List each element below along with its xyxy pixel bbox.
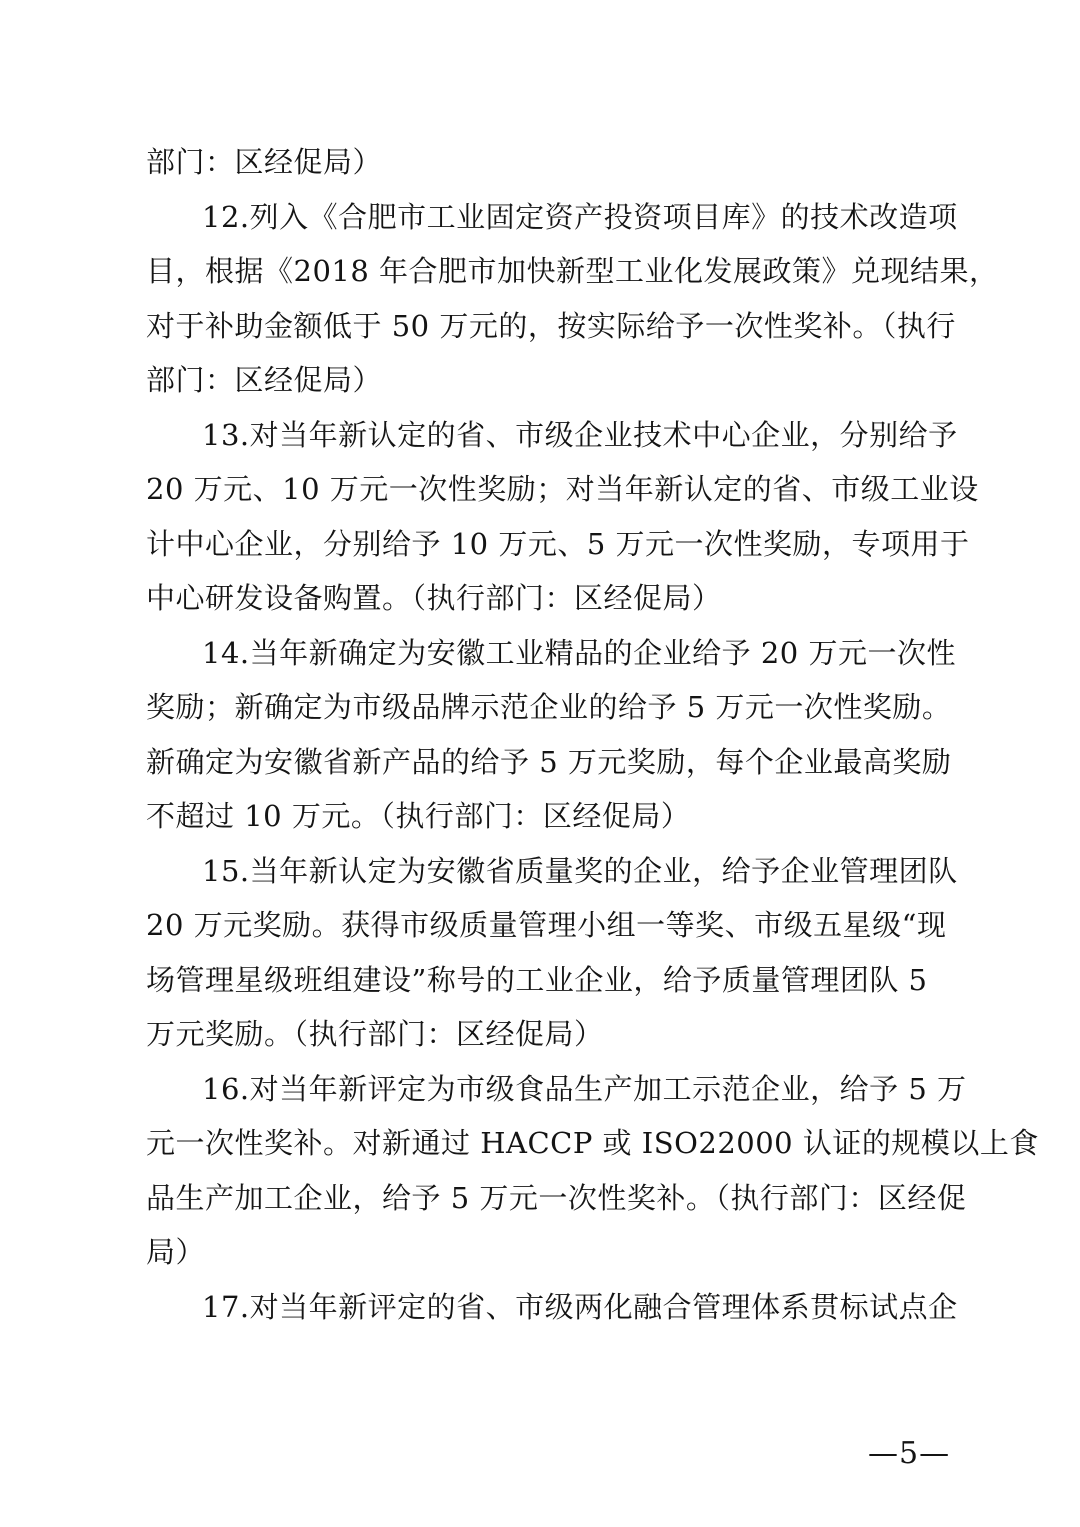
text-line: 局）	[146, 1235, 206, 1269]
text-line: 场管理星级班组建设”称号的工业企业，给予质量管理团队 5	[146, 962, 928, 997]
text-line: 品生产加工企业，给予 5 万元一次性奖补。（执行部门：区经促	[146, 1180, 967, 1215]
text-line: 20 万元、10 万元一次性奖励；对当年新认定的省、市级工业设	[146, 472, 979, 506]
item-16-line: 16.对当年新评定为市级食品生产加工示范企业，给予 5 万	[202, 1071, 967, 1106]
text-line: 部门：区经促局）	[146, 363, 383, 397]
item-17-line: 17.对当年新评定的省、市级两化融合管理体系贯标试点企	[202, 1289, 958, 1324]
text-line: 计中心企业，分别给予 10 万元、5 万元一次性奖励，专项用于	[146, 526, 970, 561]
text-line: 新确定为安徽省新产品的给予 5 万元奖励，每个企业最高奖励	[146, 744, 952, 779]
text-line: 对于补助金额低于 50 万元的，按实际给予一次性奖补。（执行	[146, 308, 956, 343]
text-line: 中心研发设备购置。（执行部门：区经促局）	[146, 581, 722, 615]
item-12-line: 12.列入《合肥市工业固定资产投资项目库》的技术改造项	[202, 199, 958, 234]
text-line: 万元奖励。（执行部门：区经促局）	[146, 1017, 604, 1051]
text-line: 部门：区经促局）	[146, 145, 383, 179]
document-body	[146, 135, 1039, 1334]
text-line: 不超过 10 万元。（执行部门：区经促局）	[146, 799, 691, 833]
text-line: 目，根据《2018 年合肥市加快新型工业化发展政策》兑现结果，	[146, 254, 999, 288]
text-line: 奖励；新确定为市级品牌示范企业的给予 5 万元一次性奖励。	[146, 690, 952, 724]
item-14-line: 14.当年新确定为安徽工业精品的企业给予 20 万元一次性	[202, 635, 956, 670]
item-15-line: 15.当年新认定为安徽省质量奖的企业，给予企业管理团队	[202, 853, 958, 888]
text-line: 元一次性奖补。对新通过 HACCP 或 ISO22000 认证的规模以上食	[146, 1126, 1039, 1160]
text-line: 20 万元奖励。获得市级质量管理小组一等奖、市级五星级“现	[146, 908, 947, 942]
page-number: —5—	[868, 1436, 951, 1471]
item-13-line: 13.对当年新认定的省、市级企业技术中心企业，分别给予	[202, 417, 958, 452]
